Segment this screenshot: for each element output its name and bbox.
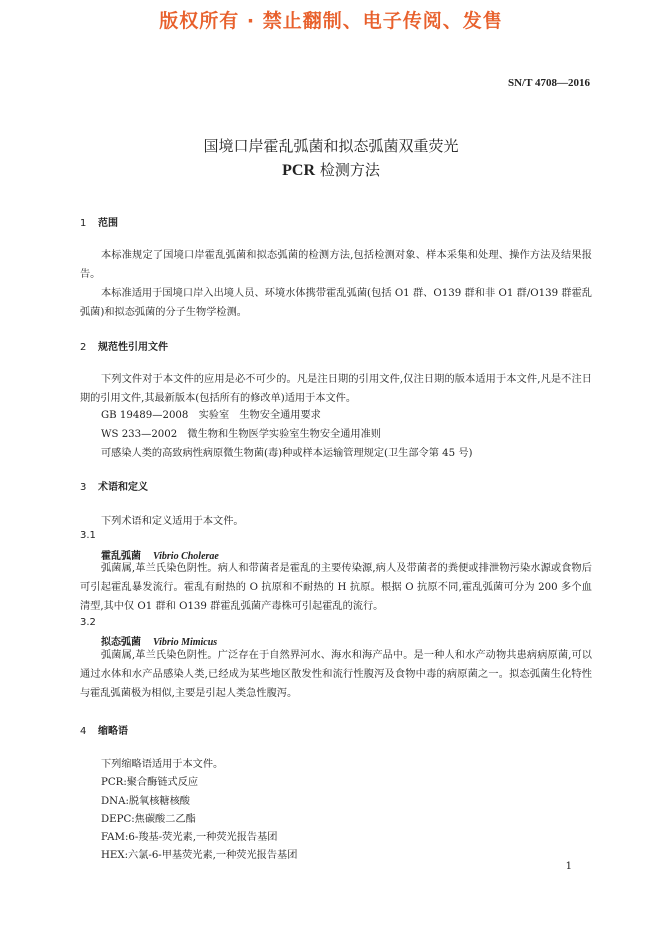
reference-gb19489: GB 19489—2008 实验室 生物安全通用要求 (101, 410, 321, 421)
section-2-paragraph-1: 下列文件对于本文件的应用是必不可少的。凡是注日期的引用文件,仅注日期的版本适用于本文件,凡是不注日期的引用文件,其最新版本(包括所有的修改单)适用于本文件。 (80, 374, 592, 404)
title-method: 检测方法 (315, 161, 380, 179)
term-3-2-number: 3.2 (80, 617, 96, 628)
copyright-watermark: 版权所有 · 禁止翻制、电子传阅、发售 (159, 10, 503, 32)
term-vibrio-mimicus-definition: 弧菌属,革兰氏染色阴性。广泛存在于自然界河水、海水和海产品中。是一种人和水产动物共患病病原菌,可以通过水体和水产品感染人类,已经成为某些地区散发性和流行性腹泻及食物中毒的病原菌之一。拟态弧菌生化特性与霍乱弧菌极为相似,主要是引起人类急性腹泻。 (80, 650, 592, 699)
document-title-line1: 国境口岸霍乱弧菌和拟态弧菌双重荧光 (203, 137, 459, 155)
term-3-1-number: 3.1 (80, 530, 96, 541)
section-3-title: 术语和定义 (98, 482, 148, 493)
section-2-number: 2 (80, 342, 87, 353)
term-vibrio-mimicus-latin: Vibrio Mimicus (153, 637, 218, 648)
section-4-heading (80, 722, 128, 737)
term-vibrio-cholerae-definition: 弧菌属,革兰氏染色阴性。病人和带菌者是霍乱的主要传染源,病人及带菌者的粪便或排泄物污染水源或食物后可引起霍乱暴发流行。霍乱有耐热的 O 抗原和不耐热的 H 抗原。根据 O 抗原不同,霍乱弧菌可分为 200 多个血清型,其中仅 O1 群和 O139 群霍乱弧菌产毒株可引起霍乱的流行。 (80, 563, 592, 612)
title-pcr: PCR (282, 162, 316, 179)
abbreviation-hex: HEX:六氯-6-甲基荧光素,一种荧光报告基团 (101, 850, 298, 861)
section-2-heading (80, 338, 168, 353)
document-title-line2 (0, 159, 662, 180)
section-2-title: 规范性引用文件 (98, 342, 168, 353)
section-3-intro: 下列术语和定义适用于本文件。 (101, 516, 244, 527)
section-4-title: 缩略语 (98, 726, 128, 737)
section-4-intro: 下列缩略语适用于本文件。 (101, 759, 224, 770)
abbreviation-pcr: PCR:聚合酶链式反应 (101, 777, 199, 788)
section-1-title: 范围 (98, 218, 118, 229)
section-3-heading (80, 478, 148, 493)
section-3-number: 3 (80, 482, 87, 493)
term-vibrio-cholerae-cn: 霍乱弧菌 (101, 551, 141, 562)
abbreviation-depc: DEPC:焦碳酸二乙酯 (101, 814, 196, 825)
reference-transport-rule: 可感染人类的高致病性病原微生物菌(毒)种或样本运输管理规定(卫生部令第 45 号) (101, 448, 473, 459)
page-number: 1 (565, 861, 572, 872)
section-1-number: 1 (80, 218, 87, 229)
term-vibrio-mimicus-cn: 拟态弧菌 (101, 637, 141, 648)
abbreviation-fam: FAM:6-羧基-荧光素,一种荧光报告基团 (101, 832, 278, 843)
section-4-number: 4 (80, 726, 87, 737)
reference-ws233: WS 233—2002 微生物和生物医学实验室生物安全通用准则 (101, 429, 381, 440)
standard-code: SN/T 4708—2016 (507, 77, 590, 89)
section-1-paragraph-1: 本标准规定了国境口岸霍乱弧菌和拟态弧菌的检测方法,包括检测对象、样本采集和处理、操作方法及结果报告。 (80, 250, 592, 280)
section-1-paragraph-2: 本标准适用于国境口岸入出境人员、环境水体携带霍乱弧菌(包括 O1 群、O139 群和非 O1 群/O139 群霍乱弧菌)和拟态弧菌的分子生物学检测。 (80, 288, 592, 318)
term-vibrio-cholerae-latin: Vibrio Cholerae (153, 551, 219, 562)
abbreviation-dna: DNA:脱氧核糖核酸 (101, 796, 190, 807)
section-1-heading (80, 214, 118, 229)
